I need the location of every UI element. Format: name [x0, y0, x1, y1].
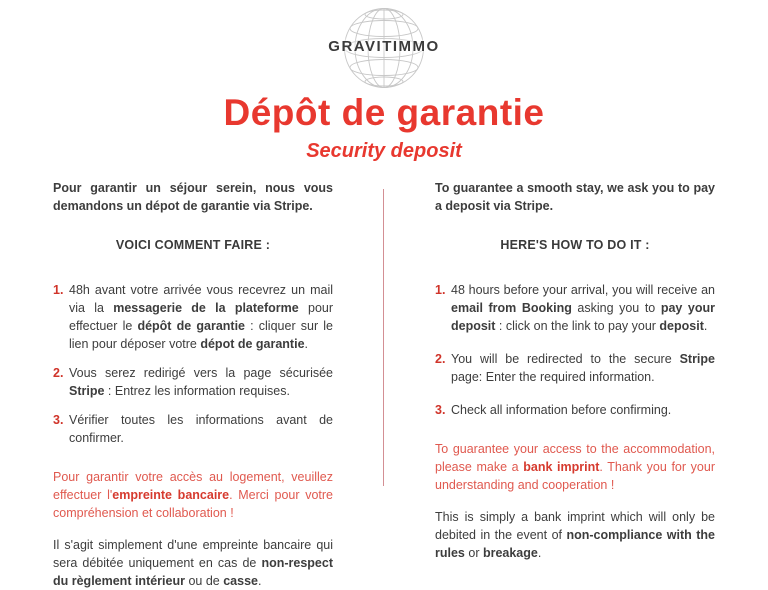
- step-text: You will be redirected to the secure Stripe page: Enter the required information.: [451, 352, 715, 384]
- step-item-fr-3: [53, 411, 333, 447]
- step-number: 1.: [53, 283, 64, 297]
- step-item-en-1: [435, 281, 715, 335]
- step-text: Vous serez redirigé vers la page sécurisée Stripe : Entrez les information requises.: [69, 366, 333, 398]
- step-item-en-3: [435, 401, 715, 419]
- step-item-fr-2: [53, 364, 333, 400]
- red-note-en: To guarantee your access to the accommodation, please make a bank imprint. Thank you for your understanding and cooperation !: [435, 442, 715, 492]
- how-heading-fr: VOICI COMMENT FAIRE :: [115, 238, 271, 252]
- step-text: 48h avant votre arrivée vous recevrez un mail via la messagerie de la plateforme pour effectuer le dépôt de garantie : cliquer sur le lien pour déposer votre dépot de garantie.: [69, 283, 334, 351]
- logo: [0, 0, 768, 90]
- content-columns: [0, 163, 768, 590]
- step-text: Vérifier toutes les informations avant de confirmer.: [69, 413, 333, 445]
- how-heading-en: HERE'S HOW TO DO IT :: [500, 238, 650, 252]
- step-item-en-2: [435, 350, 715, 386]
- step-text: Check all information before confirming.: [451, 403, 672, 417]
- final-note-fr: Il s'agit simplement d'une empreinte bancaire qui sera débitée uniquement en cas de non-respect du règlement intérieur ou de casse.: [53, 538, 333, 588]
- intro-paragraph-en: To guarantee a smooth stay, we ask you to pay a deposit via Stripe.: [435, 181, 715, 213]
- page-subtitle: Security deposit: [306, 140, 462, 162]
- step-text: 48 hours before your arrival, you will receive an email from Booking asking you to pay your deposit : click on the link to pay your deposit.: [451, 283, 715, 333]
- red-note-fr: Pour garantir votre accès au logement, veuillez effectuer l'empreinte bancaire. Merci pour votre compréhension et collaboration !: [53, 470, 333, 520]
- step-number: 2.: [435, 352, 446, 366]
- step-number: 3.: [53, 413, 64, 427]
- page-title: Dépôt de garantie: [223, 92, 545, 133]
- column-english: [435, 179, 715, 590]
- intro-paragraph-fr: Pour garantir un séjour serein, nous vous demandons un dépot de garantie via Stripe.: [53, 181, 333, 213]
- logo-text: GRAVITIMMO: [328, 38, 440, 55]
- final-note-en: This is simply a bank imprint which will only be debited in the event of non-compliance with the rules or breakage.: [435, 510, 715, 560]
- column-divider: [383, 189, 384, 486]
- step-item-fr-1: [53, 281, 333, 353]
- column-french: [53, 179, 333, 590]
- step-number: 1.: [435, 283, 446, 297]
- step-number: 3.: [435, 403, 446, 417]
- step-number: 2.: [53, 366, 64, 380]
